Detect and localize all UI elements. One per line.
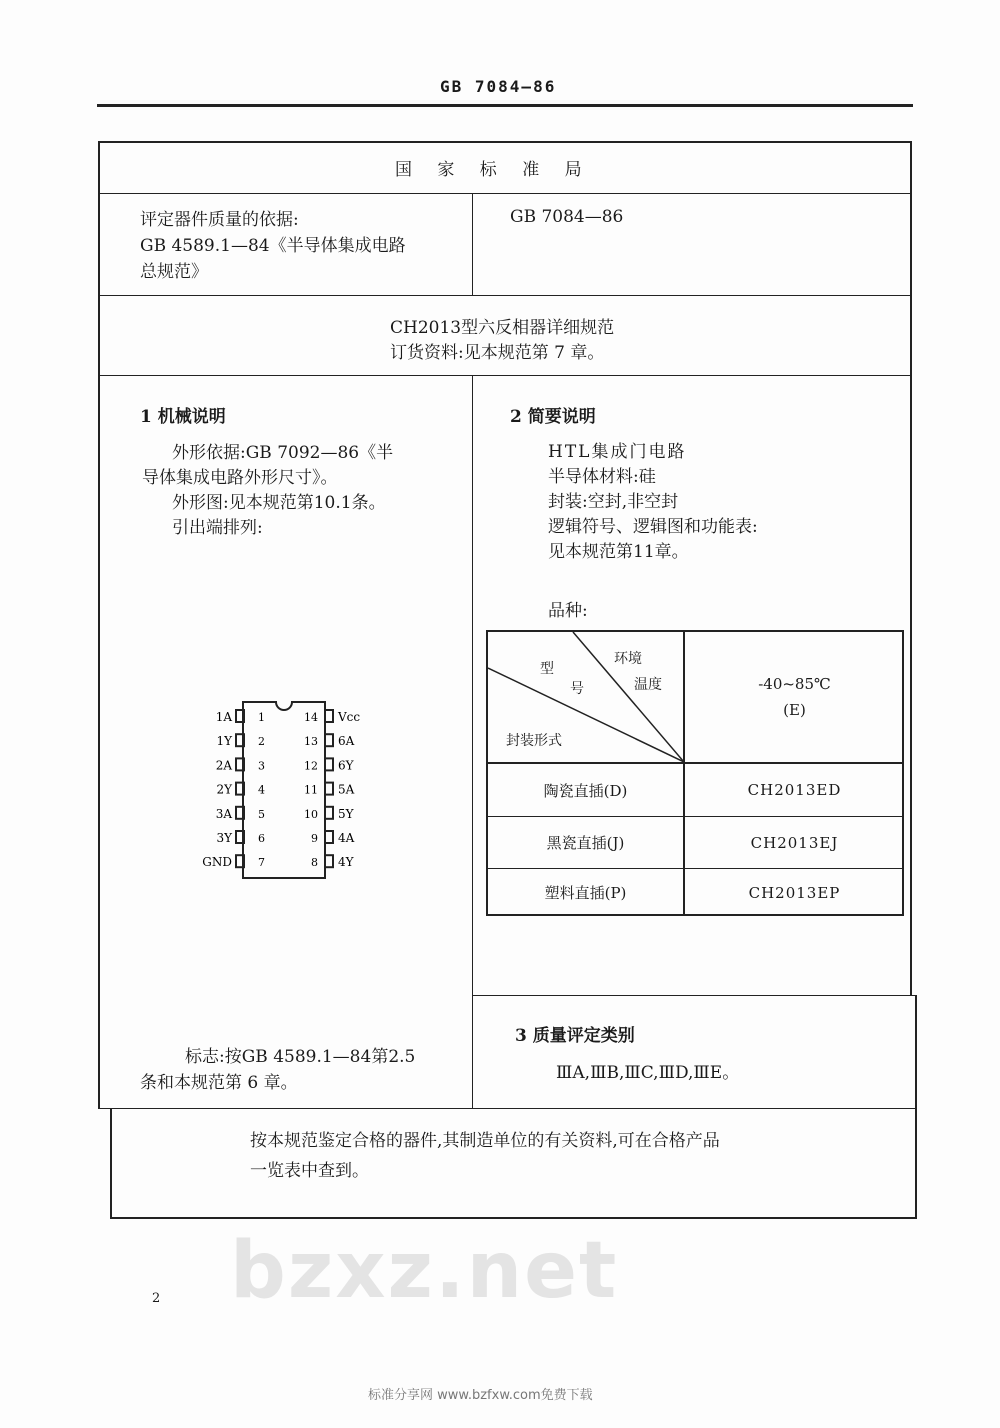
pin-signal: 5Y — [338, 806, 354, 821]
divider — [98, 193, 912, 194]
pin-number: 14 — [304, 711, 318, 724]
pin-signal: 3A — [215, 806, 232, 821]
footer-text: 标准分享网 www.bzfxw.com免费下载 — [368, 1388, 593, 1403]
authority: 国 家 标 准 局 — [395, 160, 592, 180]
pinout-diagram — [190, 690, 390, 890]
corner-label: 型 — [540, 661, 554, 677]
pin-number: 7 — [258, 856, 265, 870]
note — [250, 1126, 720, 1186]
basis-line: 总规范》 — [140, 262, 208, 282]
pin-number: 1 — [258, 711, 265, 724]
header-rule — [97, 104, 913, 107]
section-3-heading: 3 质量评定类别 — [515, 1026, 635, 1046]
pin-signal: 4Y — [338, 855, 354, 870]
section-1-heading: 1 机械说明 — [140, 407, 226, 427]
box-border-left-lower — [110, 1108, 112, 1218]
standard-number: GB 7084—86 — [510, 207, 624, 227]
pin — [325, 831, 333, 843]
model-cell: CH2013ED — [747, 781, 842, 799]
pin-number: 8 — [311, 856, 318, 870]
box-border-left — [98, 141, 100, 1108]
pin-signal: 6Y — [338, 758, 354, 773]
pin-number: 4 — [258, 783, 265, 797]
corner-label: 环境 — [614, 651, 642, 667]
pin — [325, 758, 333, 770]
divider — [98, 375, 912, 376]
pin-signal: 1Y — [216, 734, 232, 749]
page-number: 2 — [152, 1291, 161, 1306]
box-border-right — [910, 141, 912, 995]
section-2-heading: 2 简要说明 — [510, 407, 596, 427]
pin-signal: 2A — [215, 758, 232, 773]
text-line: HTL集成门电路 — [548, 442, 687, 462]
temp-range: -40~85℃ — [758, 675, 831, 693]
pin-number: 11 — [304, 783, 318, 797]
pin-signal: 3Y — [216, 831, 232, 845]
divider — [472, 375, 473, 1108]
pin-signal: 4A — [338, 831, 355, 845]
text-line: 封装:空封,非空封 — [548, 492, 679, 512]
temp-code: (E) — [783, 701, 806, 719]
pin-signal: 6A — [338, 734, 355, 749]
pin-number: 3 — [258, 759, 265, 773]
pin-signal: Vcc — [338, 710, 361, 724]
divider — [472, 995, 916, 996]
section-2-text — [548, 440, 758, 565]
text-line: 外形图:见本规范第10.1条。 — [172, 493, 386, 513]
pin-number: 2 — [258, 735, 265, 749]
marking-line: 条和本规范第 6 章。 — [140, 1073, 298, 1093]
note-line: 按本规范鉴定合格的器件,其制造单位的有关资料,可在合格产品 — [250, 1131, 720, 1151]
pin-signal: 2Y — [216, 782, 232, 797]
package-cell: 陶瓷直插(D) — [543, 781, 628, 800]
basis-line: GB 4589.1—84《半导体集成电路 — [140, 236, 406, 256]
pin-number: 13 — [304, 735, 318, 749]
corner-label: 号 — [570, 681, 584, 697]
spec-title: CH2013型六反相器详细规范 — [390, 318, 615, 338]
pin-number: 10 — [304, 807, 318, 821]
pin-number: 9 — [311, 832, 318, 845]
pin-number: 6 — [258, 832, 265, 845]
pin-signal: 5A — [338, 782, 355, 797]
pin — [325, 783, 333, 795]
pin — [325, 855, 333, 867]
corner-label: 温度 — [634, 677, 662, 693]
text-line: 半导体材料:硅 — [548, 467, 656, 487]
pin-signal: GND — [202, 855, 232, 870]
pin-number: 5 — [258, 807, 265, 821]
text-line: 见本规范第11章。 — [548, 542, 689, 562]
temp-header — [685, 632, 904, 762]
variety-label: 品种: — [548, 601, 588, 621]
package-cell: 塑料直插(P) — [544, 884, 627, 902]
text-line: 导体集成电路外形尺寸》。 — [142, 468, 338, 488]
marking-line: 标志:按GB 4589.1—84第2.5 — [185, 1047, 416, 1067]
text-line: 逻辑符号、逻辑图和功能表: — [548, 517, 758, 537]
pin-number: 12 — [304, 759, 318, 773]
pin — [325, 734, 333, 746]
pin — [325, 710, 333, 722]
pin — [325, 807, 333, 819]
note-line: 一览表中查到。 — [250, 1161, 369, 1181]
box-border-top — [98, 141, 912, 143]
divider — [98, 295, 912, 296]
variety-table — [486, 630, 904, 916]
order-info: 订货资料:见本规范第 7 章。 — [390, 343, 605, 363]
divider — [98, 1108, 916, 1109]
model-cell: CH2013EP — [748, 883, 841, 902]
divider — [472, 193, 473, 295]
section-1-text — [142, 441, 393, 541]
basis-text — [140, 207, 406, 285]
corner-label: 封装形式 — [506, 733, 562, 749]
box-border-bottom — [110, 1217, 917, 1219]
model-cell: CH2013EJ — [750, 833, 839, 852]
text-line: 外形依据:GB 7092—86《半 — [172, 443, 394, 463]
basis-line: 评定器件质量的依据: — [140, 210, 299, 230]
watermark: bzxz.net — [230, 1226, 619, 1316]
quality-classes: ⅢA,ⅢB,ⅢC,ⅢD,ⅢE。 — [556, 1063, 740, 1083]
header-standard-number: GB 7084—86 — [440, 77, 557, 96]
box-border-right-lower — [915, 995, 917, 1217]
package-cell: 黑瓷直插(J) — [546, 834, 625, 852]
text-line: 引出端排列: — [172, 518, 263, 538]
pin-signal: 1A — [215, 710, 232, 724]
